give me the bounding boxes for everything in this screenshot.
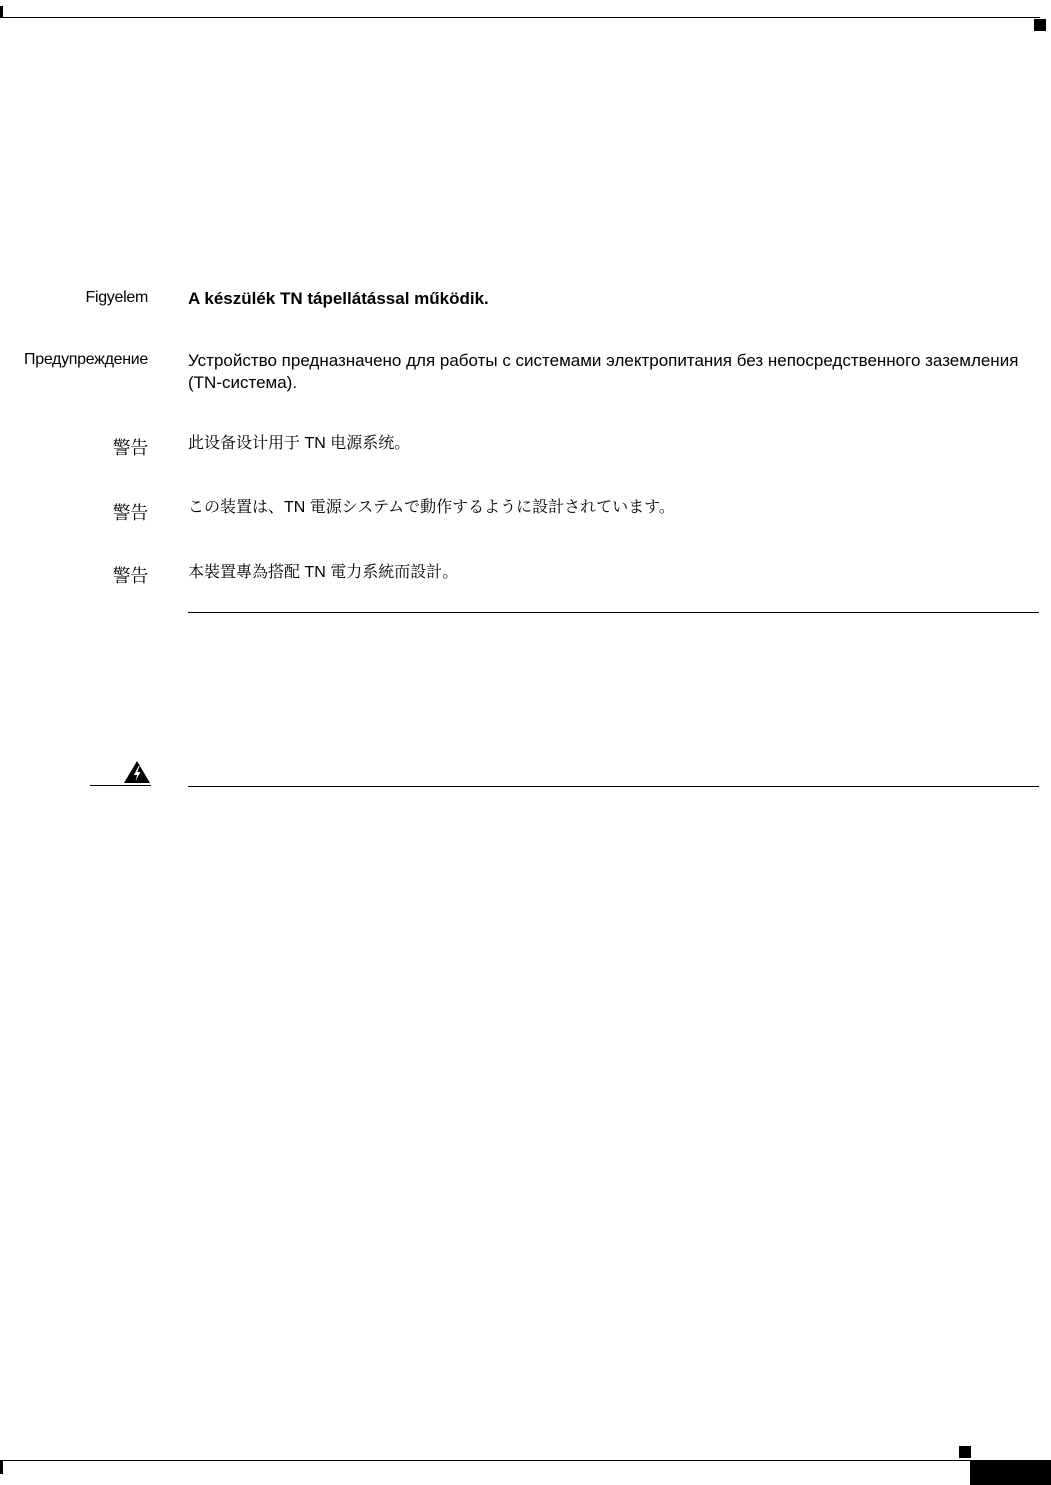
warning-label-japanese: 警告 bbox=[112, 503, 148, 523]
warning-label-russian: Предупреждение bbox=[24, 351, 148, 368]
warning-text-chinese-traditional: 本裝置專為搭配 TN 電力系統而設計。 bbox=[188, 564, 459, 581]
warning-text-russian: Устройство предназначено для работы с системами электропитания без непосредственного заземления (TN-система). bbox=[188, 351, 1019, 392]
footer-rule bbox=[0, 1460, 1051, 1461]
header-marker bbox=[1034, 19, 1046, 31]
warning-text-japanese: この装置は、TN 電源システムで動作するように設計されています。 bbox=[188, 499, 675, 516]
warning-text-hungarian: A készülék TN tápellátással működik. bbox=[188, 289, 489, 308]
warning-label-chinese-traditional: 警告 bbox=[112, 566, 148, 586]
footer-tick bbox=[0, 1461, 3, 1474]
section-divider bbox=[188, 612, 1039, 613]
footer-marker bbox=[959, 1446, 971, 1458]
warning-top-rule bbox=[188, 786, 1039, 787]
page-number-tab bbox=[970, 1461, 1051, 1485]
warning-icon-rule bbox=[90, 785, 151, 786]
warning-text-chinese-simplified: 此设备设计用于 TN 电源系统。 bbox=[188, 435, 411, 452]
warning-label-hungarian: Figyelem bbox=[85, 289, 148, 306]
warning-label-chinese-simplified: 警告 bbox=[112, 438, 148, 458]
header-rule bbox=[0, 17, 1040, 18]
warning-electric-icon bbox=[123, 760, 151, 784]
